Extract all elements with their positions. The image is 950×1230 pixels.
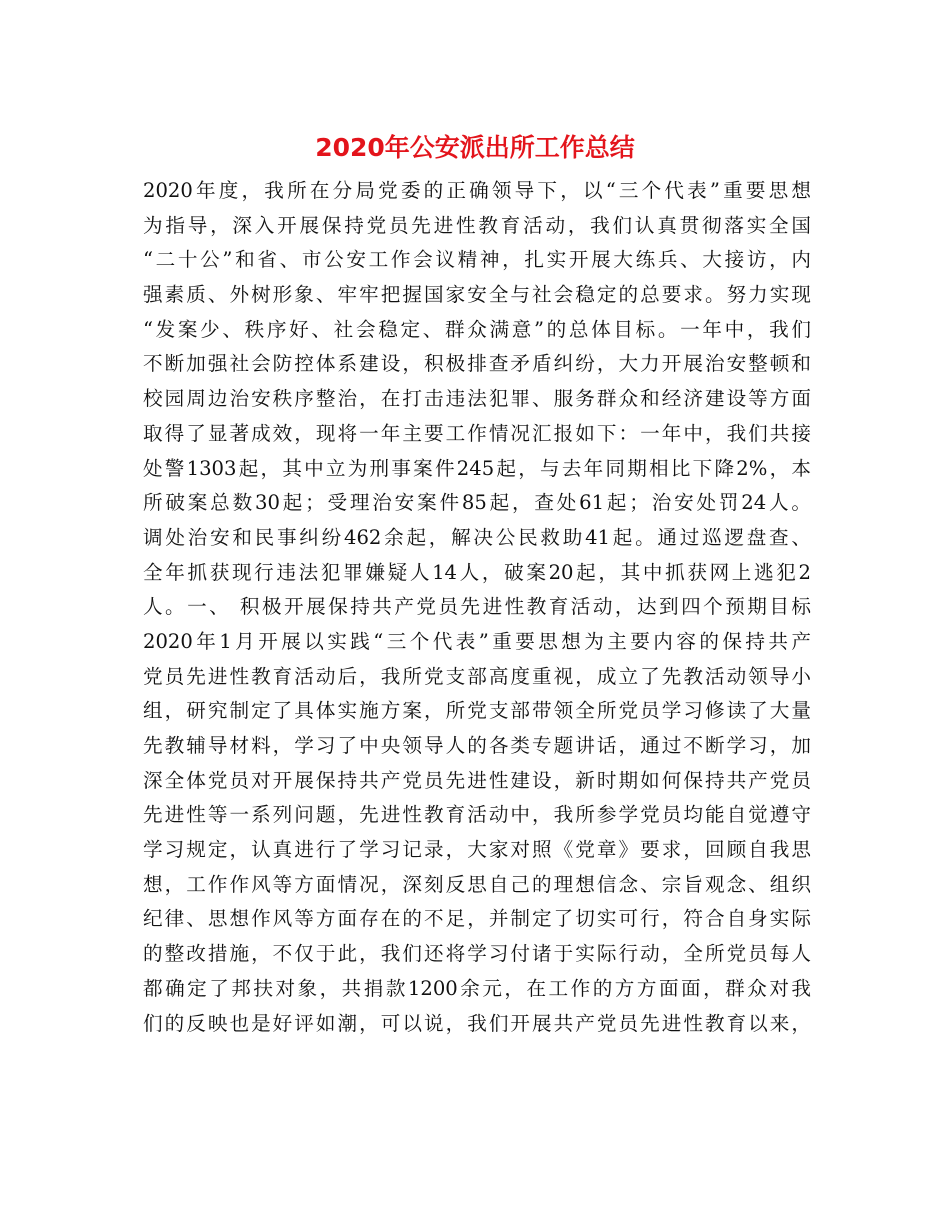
body-line: 调处治安和民事纠纷462余起，解决公民救助41起。通过巡逻盘查、 xyxy=(143,525,811,549)
body-line: 组，研究制定了具体实施方案，所党支部带领全所党员学习修读了大量 xyxy=(143,699,811,723)
document-body xyxy=(143,174,811,1041)
body-line: 取得了显著成效，现将一年主要工作情况汇报如下：一年中，我们共接 xyxy=(143,421,811,445)
body-line: 党员先进性教育活动后，我所党支部高度重视，成立了先教活动领导小 xyxy=(143,664,811,688)
document-title: 2020年公安派出所工作总结 xyxy=(315,133,635,162)
body-line: 人。一、 积极开展保持共产党员先进性教育活动，达到四个预期目标 xyxy=(143,595,811,619)
body-line: 处警1303起，其中立为刑事案件245起，与去年同期相比下降2%，本 xyxy=(143,456,811,480)
body-line: 为指导，深入开展保持党员先进性教育活动，我们认真贯彻落实全国 xyxy=(143,213,811,237)
body-line: 全年抓获现行违法犯罪嫌疑人14人，破案20起，其中抓获网上逃犯2 xyxy=(143,560,811,584)
body-line: 强素质、外树形象、牢牢把握国家安全与社会稳定的总要求。努力实现 xyxy=(143,283,811,307)
body-line: 不断加强社会防控体系建设，积极排查矛盾纠纷，大力开展治安整顿和 xyxy=(143,352,811,376)
body-line: 所破案总数30起；受理治安案件85起，查处61起；治安处罚24人。 xyxy=(143,491,811,515)
body-line: 想，工作作风等方面情况，深刻反思自己的理想信念、宗旨观念、组织 xyxy=(143,872,811,896)
body-line: 纪律、思想作风等方面存在的不足，并制定了切实可行，符合自身实际 xyxy=(143,907,811,931)
body-line: 深全体党员对开展保持共产党员先进性建设，新时期如何保持共产党员 xyxy=(143,768,811,792)
body-line: 的整改措施，不仅于此，我们还将学习付诸于实际行动，全所党员每人 xyxy=(143,942,811,966)
body-line: 学习规定，认真进行了学习记录，大家对照《党章》要求，回顾自我思 xyxy=(143,838,811,862)
body-line: 2020年度，我所在分局党委的正确领导下，以“三个代表”重要思想 xyxy=(143,179,811,202)
body-line: 先教辅导材料，学习了中央领导人的各类专题讲话，通过不断学习，加 xyxy=(143,734,811,757)
body-line: 2020年1月开展以实践“三个代表”重要思想为主要内容的保持共产 xyxy=(143,629,811,653)
body-line: 先进性等一系列问题，先进性教育活动中，我所参学党员均能自觉遵守 xyxy=(143,803,811,827)
body-line: “发案少、秩序好、社会稳定、群众满意”的总体目标。一年中，我们 xyxy=(143,317,811,341)
body-line: “二十公”和省、市公安工作会议精神，扎实开展大练兵、大接访，内 xyxy=(143,248,811,272)
body-line: 们的反映也是好评如潮，可以说，我们开展共产党员先进性教育以来， xyxy=(143,1011,811,1035)
body-line: 校园周边治安秩序整治，在打击违法犯罪、服务群众和经济建设等方面 xyxy=(143,387,811,411)
body-line: 都确定了邦扶对象，共捐款1200余元，在工作的方方面面，群众对我 xyxy=(143,976,811,1000)
